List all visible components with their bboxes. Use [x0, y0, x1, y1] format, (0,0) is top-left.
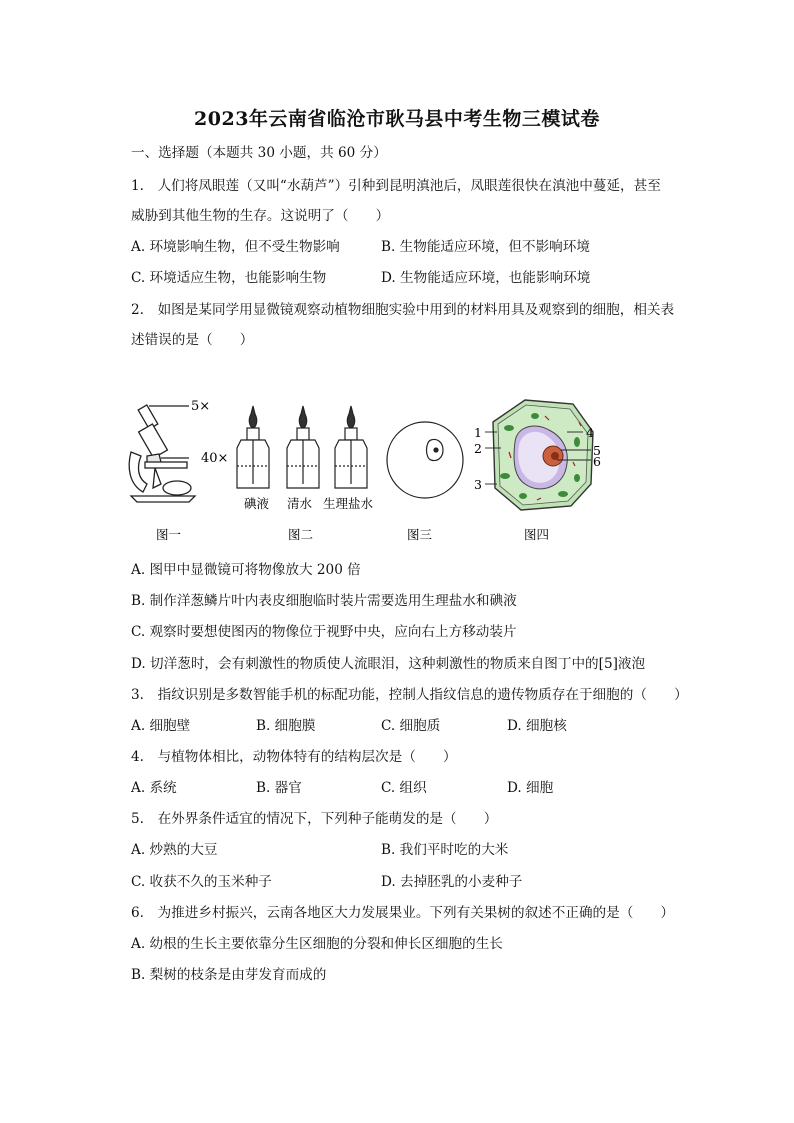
q5-option-a: A. 炒熟的大豆 — [131, 842, 218, 858]
q1-stem-line2: 威胁到其他生物的生存。这说明了（ ） — [131, 208, 390, 224]
q5-stem: 5. 在外界条件适宜的情况下，下列种子能萌发的是（ ） — [131, 811, 498, 827]
q1-option-d: D. 生物能适应环境，也能影响环境 — [381, 270, 591, 286]
q2-option-c: C. 观察时要想使图丙的物像位于视野中央，应向右上方移动装片 — [131, 624, 517, 640]
q2-option-b: B. 制作洋葱鳞片叶内表皮细胞临时装片需要选用生理盐水和碘液 — [131, 593, 517, 609]
label-bottle-iodine: 碘液 — [244, 496, 270, 511]
q2-figure-drawing — [125, 392, 625, 552]
q4-option-b: B. 器官 — [256, 780, 302, 796]
q3-option-b: B. 细胞膜 — [256, 718, 316, 734]
label-cell-part-4: 4 — [586, 425, 594, 440]
q1-option-c: C. 环境适应生物，也能影响生物 — [131, 270, 327, 286]
page-title: 2023年云南省临沧市耿马县中考生物三模试卷 — [194, 108, 600, 130]
q3-option-a: A. 细胞壁 — [131, 718, 191, 734]
bottles-drawing — [237, 406, 367, 488]
q2-stem-line2: 述错误的是（ ） — [131, 332, 254, 348]
label-cell-part-3: 3 — [474, 477, 482, 492]
q2-figure — [125, 392, 625, 552]
q3-option-d: D. 细胞核 — [507, 718, 567, 734]
q2-option-a: A. 图甲中显微镜可将物像放大 200 倍 — [131, 562, 361, 578]
section-heading: 一、选择题（本题共 30 小题，共 60 分） — [131, 145, 387, 161]
microscope-drawing — [129, 405, 195, 502]
label-cell-part-2: 2 — [474, 441, 482, 456]
q1-option-a: A. 环境影响生物，但不受生物影响 — [131, 239, 340, 255]
q3-option-c: C. 细胞质 — [381, 718, 441, 734]
label-bottle-water: 清水 — [287, 496, 313, 511]
q5-option-d: D. 去掉胚乳的小麦种子 — [381, 874, 523, 890]
q4-option-d: D. 细胞 — [507, 780, 554, 796]
q1-option-b: B. 生物能适应环境，但不影响环境 — [381, 239, 590, 255]
label-magnification-bottom: 40× — [201, 451, 229, 466]
q2-option-d: D. 切洋葱时，会有刺激性的物质使人流眼泪，这种刺激性的物质来自图丁中的[5]液泡 — [131, 656, 646, 672]
q4-stem: 4. 与植物体相比，动物体特有的结构层次是（ ） — [131, 749, 457, 765]
label-magnification-top: 5× — [191, 399, 211, 414]
field-of-view-drawing — [387, 422, 463, 498]
caption-figure-3: 图三 — [407, 527, 433, 542]
label-bottle-saline: 生理盐水 — [323, 496, 374, 511]
caption-figure-1: 图一 — [156, 527, 182, 542]
label-cell-part-6: 6 — [593, 454, 601, 469]
q3-stem: 3. 指纹识别是多数智能手机的标配功能，控制人指纹信息的遗传物质存在于细胞的（ ） — [131, 687, 688, 703]
label-cell-part-1: 1 — [474, 425, 482, 440]
plant-cell-drawing — [485, 400, 593, 510]
q6-stem: 6. 为推进乡村振兴，云南各地区大力发展果业。下列有关果树的叙述不正确的是（ ） — [131, 905, 675, 921]
q1-stem-line1: 1. 人们将凤眼莲（又叫“水葫芦”）引种到昆明滇池后，凤眼莲很快在滇池中蔓延，甚至 — [131, 178, 661, 194]
q5-option-c: C. 收获不久的玉米种子 — [131, 874, 272, 890]
q2-stem-line1: 2. 如图是某同学用显微镜观察动植物细胞实验中用到的材料用具及观察到的细胞，相关表 — [131, 302, 675, 318]
q4-option-a: A. 系统 — [131, 780, 177, 796]
label-cell-part-5: 5 — [593, 443, 601, 458]
q6-option-a: A. 幼根的生长主要依靠分生区细胞的分裂和伸长区细胞的生长 — [131, 936, 503, 952]
q5-option-b: B. 我们平时吃的大米 — [381, 842, 509, 858]
q6-option-b: B. 梨树的枝条是由芽发育而成的 — [131, 967, 327, 983]
caption-figure-2: 图二 — [288, 527, 314, 542]
q4-option-c: C. 组织 — [381, 780, 427, 796]
caption-figure-4: 图四 — [524, 527, 550, 542]
